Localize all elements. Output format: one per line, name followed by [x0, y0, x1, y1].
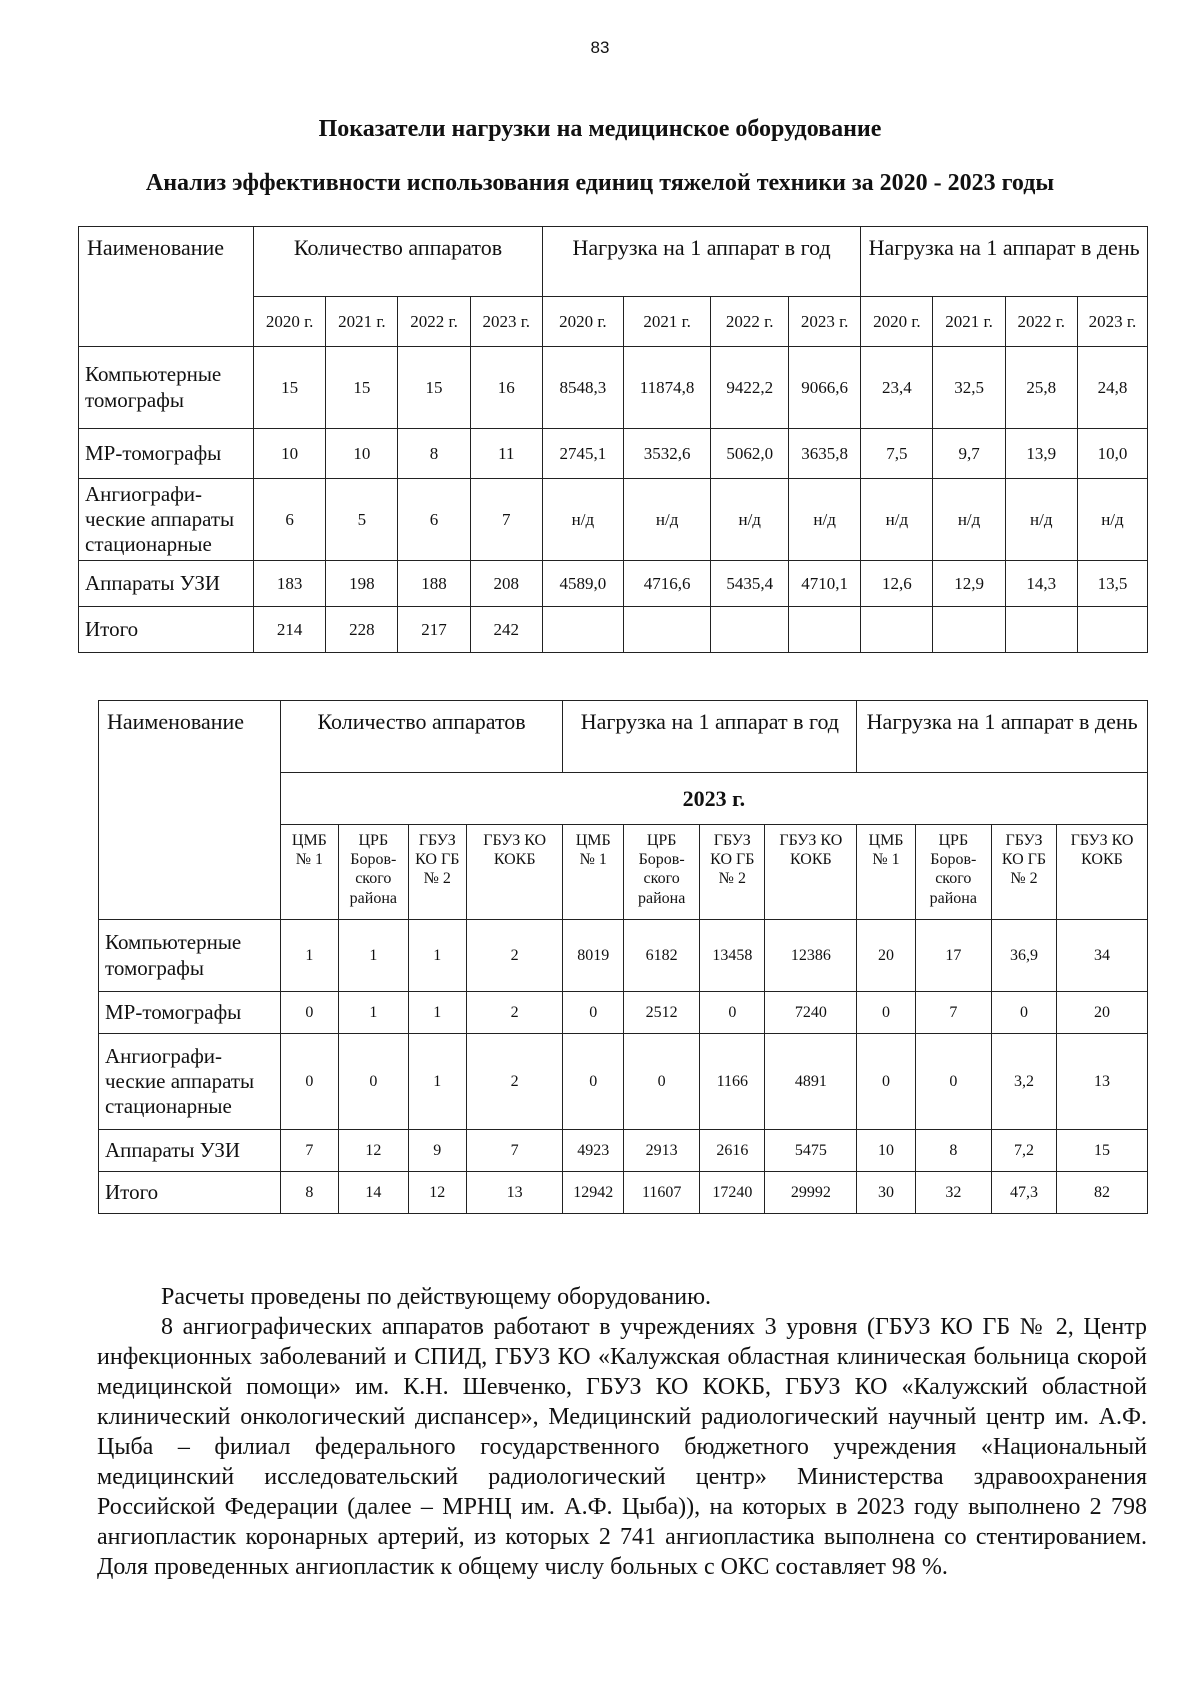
- table-cell: 0: [700, 992, 765, 1034]
- institution-header: ГБУЗ КО ГБ № 2: [991, 825, 1056, 920]
- paragraph: Расчеты проведены по действующему оборудованию.: [161, 1284, 712, 1310]
- table-cell: 1: [408, 1034, 466, 1130]
- table-cell: 4923: [563, 1130, 624, 1172]
- group-header-count: Количество аппаратов: [254, 227, 543, 297]
- body-text: [97, 1282, 1147, 1582]
- institution-header: ЦМБ № 1: [857, 825, 915, 920]
- row-name: Аппараты УЗИ: [99, 1130, 281, 1172]
- table-cell: 228: [326, 607, 398, 653]
- table-cell: 6: [398, 479, 470, 561]
- year-header: 2021 г.: [933, 297, 1005, 347]
- table-cell: 198: [326, 561, 398, 607]
- table-cell: 12,9: [933, 561, 1005, 607]
- table-cell: 4716,6: [623, 561, 711, 607]
- table-cell: 5062,0: [711, 429, 789, 479]
- table-cell: 10: [254, 429, 326, 479]
- table-cell: 11874,8: [623, 347, 711, 429]
- table-cell: 32,5: [933, 347, 1005, 429]
- table-cell: 13,5: [1077, 561, 1147, 607]
- table-cell: 14: [339, 1172, 409, 1214]
- table-cell: 4589,0: [542, 561, 623, 607]
- table-cell: 0: [915, 1034, 991, 1130]
- table-cell: 20: [857, 920, 915, 992]
- page-subtitle: Анализ эффективности использования единиц тяжелой техники за 2020 - 2023 годы: [145, 170, 1055, 196]
- table-cell: 30: [857, 1172, 915, 1214]
- table-cell: 47,3: [991, 1172, 1056, 1214]
- table-cell: 15: [1057, 1130, 1148, 1172]
- table-row: [99, 1034, 1148, 1130]
- table-cell: 1: [280, 920, 338, 992]
- table-cell: 12386: [765, 920, 857, 992]
- table-cell: 7: [466, 1130, 563, 1172]
- table-row: [99, 1130, 1148, 1172]
- table-cell: н/д: [861, 479, 933, 561]
- table-cell: 10: [857, 1130, 915, 1172]
- table-cell: н/д: [1005, 479, 1077, 561]
- table-row: [79, 429, 1148, 479]
- page-title: Показатели нагрузки на медицинское оборудование: [318, 116, 882, 142]
- table-cell: 36,9: [991, 920, 1056, 992]
- table-cell: [623, 607, 711, 653]
- table-cell: 3532,6: [623, 429, 711, 479]
- table-cell: 1: [339, 992, 409, 1034]
- table-cell: 188: [398, 561, 470, 607]
- table-cell: 2616: [700, 1130, 765, 1172]
- table-cell: 17240: [700, 1172, 765, 1214]
- table-cell: 5475: [765, 1130, 857, 1172]
- institution-header: ГБУЗ КО КОКБ: [1057, 825, 1148, 920]
- year-header: 2022 г.: [1005, 297, 1077, 347]
- table-cell: 3635,8: [789, 429, 861, 479]
- table-cell: [933, 607, 1005, 653]
- row-name: Итого: [79, 607, 254, 653]
- table-cell: 15: [398, 347, 470, 429]
- table-cell: 0: [991, 992, 1056, 1034]
- table-cell: 82: [1057, 1172, 1148, 1214]
- institution-header: ЦМБ № 1: [280, 825, 338, 920]
- table-cell: 4710,1: [789, 561, 861, 607]
- table-cell: [542, 607, 623, 653]
- table-cell: 17: [915, 920, 991, 992]
- table-cell: 13,9: [1005, 429, 1077, 479]
- table-cell: 15: [254, 347, 326, 429]
- institution-header: ГБУЗ КО ГБ № 2: [408, 825, 466, 920]
- table-cell: [789, 607, 861, 653]
- institution-header: ЦМБ № 1: [563, 825, 624, 920]
- table-cell: н/д: [542, 479, 623, 561]
- table-cell: 242: [470, 607, 542, 653]
- year-header: 2023 г.: [1077, 297, 1147, 347]
- table-cell: 1: [408, 920, 466, 992]
- table-cell: 32: [915, 1172, 991, 1214]
- table-cell: 0: [563, 992, 624, 1034]
- table-row: [99, 1172, 1148, 1214]
- group-header-load-day: Нагрузка на 1 аппарат в день: [857, 701, 1148, 773]
- table-cell: н/д: [789, 479, 861, 561]
- table-cell: 2745,1: [542, 429, 623, 479]
- table-cell: 14,3: [1005, 561, 1077, 607]
- table-cell: 13458: [700, 920, 765, 992]
- year-header: 2021 г.: [326, 297, 398, 347]
- table-row: [99, 920, 1148, 992]
- table-cell: 0: [857, 992, 915, 1034]
- table-cell: 12: [408, 1172, 466, 1214]
- table-cell: 6: [254, 479, 326, 561]
- table-cell: [1077, 607, 1147, 653]
- table-cell: 9: [408, 1130, 466, 1172]
- group-header-count: Количество аппаратов: [280, 701, 563, 773]
- table-cell: 0: [280, 1034, 338, 1130]
- table-cell: 0: [339, 1034, 409, 1130]
- table-cell: 208: [470, 561, 542, 607]
- equipment-load-table-2023-by-institution: [98, 700, 1148, 1214]
- table-cell: н/д: [711, 479, 789, 561]
- group-header-load-year: Нагрузка на 1 аппарат в год: [563, 701, 857, 773]
- group-header-load-year: Нагрузка на 1 аппарат в год: [542, 227, 860, 297]
- table-cell: 2512: [624, 992, 700, 1034]
- table-cell: 13: [1057, 1034, 1148, 1130]
- table-cell: 24,8: [1077, 347, 1147, 429]
- row-name: Ангиографи-ческие аппараты стационарные: [79, 479, 254, 561]
- table-cell: 8548,3: [542, 347, 623, 429]
- year-header: 2022 г.: [398, 297, 470, 347]
- name-column-header: Наименование: [79, 227, 254, 347]
- row-name: Аппараты УЗИ: [79, 561, 254, 607]
- table-cell: 2913: [624, 1130, 700, 1172]
- table-cell: 15: [326, 347, 398, 429]
- table-cell: 11607: [624, 1172, 700, 1214]
- table-cell: 0: [280, 992, 338, 1034]
- table-cell: 11: [470, 429, 542, 479]
- table-cell: 12942: [563, 1172, 624, 1214]
- year-header: 2020 г.: [254, 297, 326, 347]
- table-cell: 20: [1057, 992, 1148, 1034]
- page-number: 83: [590, 38, 610, 57]
- table-cell: н/д: [623, 479, 711, 561]
- table-cell: 2: [466, 920, 563, 992]
- table-cell: 8: [280, 1172, 338, 1214]
- table-cell: 8: [915, 1130, 991, 1172]
- table-cell: 23,4: [861, 347, 933, 429]
- year-header: 2021 г.: [623, 297, 711, 347]
- table-cell: 7,2: [991, 1130, 1056, 1172]
- table-cell: 6182: [624, 920, 700, 992]
- table-row: [79, 561, 1148, 607]
- table-cell: 0: [563, 1034, 624, 1130]
- table-cell: 12: [339, 1130, 409, 1172]
- table-cell: 29992: [765, 1172, 857, 1214]
- table-cell: 8: [398, 429, 470, 479]
- table-cell: [1005, 607, 1077, 653]
- group-header-load-day: Нагрузка на 1 аппарат в день: [861, 227, 1148, 297]
- table-cell: 8019: [563, 920, 624, 992]
- table-cell: 34: [1057, 920, 1148, 992]
- table-cell: 7: [915, 992, 991, 1034]
- table-cell: 183: [254, 561, 326, 607]
- institution-header: ГБУЗ КО КОКБ: [466, 825, 563, 920]
- year-header: 2020 г.: [861, 297, 933, 347]
- table-row: [99, 992, 1148, 1034]
- table-cell: 7,5: [861, 429, 933, 479]
- table-cell: 9,7: [933, 429, 1005, 479]
- table-cell: 9066,6: [789, 347, 861, 429]
- equipment-load-table-2020-2023: [78, 226, 1148, 653]
- table-row: [79, 607, 1148, 653]
- table-cell: 214: [254, 607, 326, 653]
- table-cell: 13: [466, 1172, 563, 1214]
- table-cell: 0: [624, 1034, 700, 1130]
- table-cell: 2: [466, 1034, 563, 1130]
- table-cell: 9422,2: [711, 347, 789, 429]
- year-header: 2020 г.: [542, 297, 623, 347]
- table-cell: 12,6: [861, 561, 933, 607]
- institution-header: ЦРБ Боров-ского района: [339, 825, 409, 920]
- table-cell: 3,2: [991, 1034, 1056, 1130]
- institution-header: ЦРБ Боров-ского района: [915, 825, 991, 920]
- table-cell: 2: [466, 992, 563, 1034]
- table-row: [79, 479, 1148, 561]
- year-band-header: 2023 г.: [280, 773, 1147, 825]
- name-column-header: Наименование: [99, 701, 281, 920]
- table-row: [79, 347, 1148, 429]
- table-cell: 4891: [765, 1034, 857, 1130]
- row-name: МР-томографы: [79, 429, 254, 479]
- table-cell: 10,0: [1077, 429, 1147, 479]
- table-cell: 5435,4: [711, 561, 789, 607]
- table-cell: [861, 607, 933, 653]
- table-cell: 7: [470, 479, 542, 561]
- row-name: Итого: [99, 1172, 281, 1214]
- year-header: 2022 г.: [711, 297, 789, 347]
- table-cell: 10: [326, 429, 398, 479]
- table-cell: 16: [470, 347, 542, 429]
- table-cell: 25,8: [1005, 347, 1077, 429]
- table-cell: н/д: [1077, 479, 1147, 561]
- institution-header: ГБУЗ КО КОКБ: [765, 825, 857, 920]
- row-name: Ангиографи-ческие аппараты стационарные: [99, 1034, 281, 1130]
- year-header: 2023 г.: [789, 297, 861, 347]
- table-cell: н/д: [933, 479, 1005, 561]
- row-name: Компьютерные томографы: [79, 347, 254, 429]
- table-cell: 1: [408, 992, 466, 1034]
- institution-header: ГБУЗ КО ГБ № 2: [700, 825, 765, 920]
- row-name: МР-томографы: [99, 992, 281, 1034]
- table-cell: 0: [857, 1034, 915, 1130]
- table-cell: 5: [326, 479, 398, 561]
- table-cell: 1166: [700, 1034, 765, 1130]
- table-cell: 217: [398, 607, 470, 653]
- paragraph: 8 ангиографических аппаратов работают в учреждениях 3 уровня (ГБУЗ КО ГБ № 2, Центр инфекционных заболеваний и СПИД, ГБУЗ КО «Калужская областная клиническая больница скорой медицинской помощи» им. К.Н. Шевченко, ГБУЗ КО КОКБ, ГБУЗ КО «Калужский областной клинический онкологический диспансер», Медицинский радиологический научный центр им. А.Ф. Цыба – филиал федерального государственного бюджетного учреждения «Национальный медицинский исследовательский радиологический центр» Министерства здравоохранения Российской Федерации (далее – МРНЦ им. А.Ф. Цыба)), на которых в 2023 году выполнено 2 798 ангиопластик коронарных артерий, из которых 2 741 ангиопластика выполнена со стентированием. Доля проведенных ангиопластик к общему числу больных с ОКС составляет 98 %.: [97, 1314, 1147, 1580]
- table-cell: 1: [339, 920, 409, 992]
- table-cell: 7: [280, 1130, 338, 1172]
- institution-header: ЦРБ Боров-ского района: [624, 825, 700, 920]
- row-name: Компьютерные томографы: [99, 920, 281, 992]
- table-cell: [711, 607, 789, 653]
- year-header: 2023 г.: [470, 297, 542, 347]
- table-cell: 7240: [765, 992, 857, 1034]
